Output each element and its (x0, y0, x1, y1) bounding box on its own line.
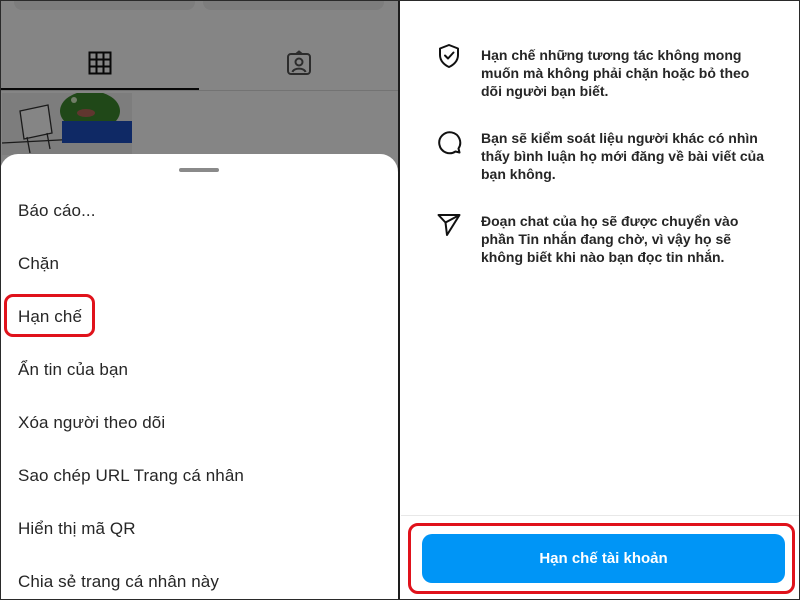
bottom-sheet (0, 154, 398, 600)
menu-item-copy-profile-url[interactable]: Sao chép URL Trang cá nhân (18, 465, 244, 485)
menu-item-share-profile[interactable]: Chia sẻ trang cá nhân này (18, 571, 219, 591)
info-text: Đoạn chat của họ sẽ được chuyển vào phần Tin nhắn đang chờ, vì vậy họ sẽ không biết khi nào bạn đọc tin nhắn. (481, 213, 739, 265)
menu-item-restrict[interactable]: Hạn chế (18, 306, 83, 326)
menu-item-report[interactable]: Báo cáo... (18, 200, 96, 220)
menu-item-remove-follower[interactable]: Xóa người theo dõi (18, 412, 166, 432)
restrict-account-button[interactable]: Hạn chế tài khoản (422, 534, 785, 583)
footer-divider (401, 515, 800, 516)
info-text: Hạn chế những tương tác không mong muốn mà không phải chặn hoặc bỏ theo dõi người bạn biết. (481, 47, 750, 99)
profile-options-menu (0, 184, 398, 600)
drag-handle[interactable] (179, 168, 219, 172)
menu-item-show-qr[interactable]: Hiển thị mã QR (18, 518, 136, 538)
paper-plane-icon (435, 210, 463, 238)
right-panel (401, 0, 800, 600)
menu-item-hide-story[interactable]: Ẩn tin của bạn (18, 359, 129, 379)
shield-check-icon (435, 42, 463, 70)
info-text: Bạn sẽ kiểm soát liệu người khác có nhìn thấy bình luận họ mới đăng về bài viết của bạn không. (481, 130, 765, 182)
menu-item-block[interactable]: Chặn (18, 253, 60, 273)
comment-bubble-icon (435, 128, 463, 156)
restrict-button-highlight-annotation (408, 523, 795, 594)
